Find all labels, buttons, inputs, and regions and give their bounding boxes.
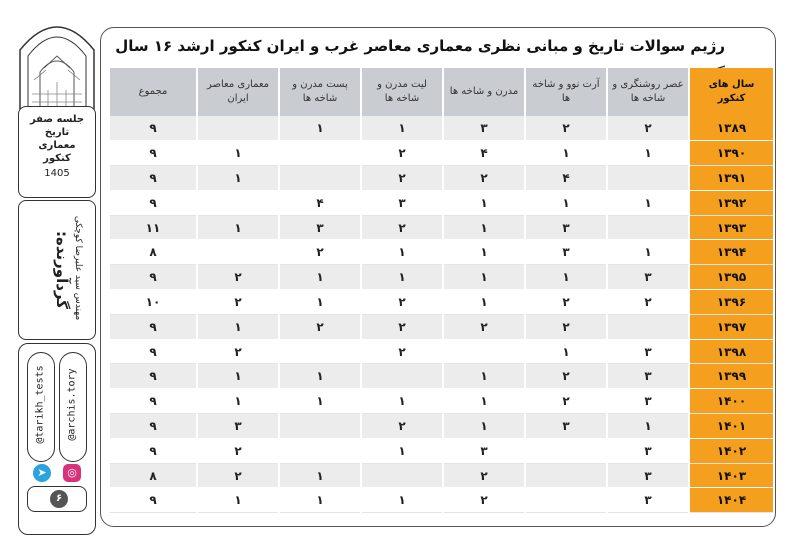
cell-total: ۹ <box>109 339 197 364</box>
cell-total: ۹ <box>109 389 197 414</box>
cell-total: ۹ <box>109 414 197 439</box>
cell-total: ۹ <box>109 488 197 513</box>
cell-modern: ۱ <box>443 290 525 315</box>
cell-modern: ۳ <box>443 438 525 463</box>
cell-total: ۹ <box>109 364 197 389</box>
cell-iran-contemporary: ۱ <box>197 488 279 513</box>
telegram-handle-pill[interactable] <box>27 352 55 462</box>
cell-modern: ۱ <box>443 265 525 290</box>
cell-late-modern: ۲ <box>361 339 443 364</box>
cell-late-modern: ۱ <box>361 438 443 463</box>
cell-late-modern <box>361 364 443 389</box>
cell-art-nouveau: ۱ <box>525 190 607 215</box>
cell-iran-contemporary <box>197 190 279 215</box>
table-row <box>109 438 773 463</box>
cell-post-modern <box>279 166 361 191</box>
instagram-handle[interactable]: @archis.tory <box>66 368 78 441</box>
table-row <box>109 240 773 265</box>
cell-enlightenment: ۱ <box>607 414 689 439</box>
cell-late-modern <box>361 463 443 488</box>
cell-iran-contemporary: ۳ <box>197 414 279 439</box>
cell-post-modern: ۲ <box>279 314 361 339</box>
cell-post-modern <box>279 339 361 364</box>
cell-post-modern <box>279 438 361 463</box>
cell-art-nouveau: ۲ <box>525 116 607 141</box>
cell-iran-contemporary: ۱ <box>197 364 279 389</box>
cell-post-modern: ۱ <box>279 290 361 315</box>
cell-enlightenment: ۳ <box>607 339 689 364</box>
cell-art-nouveau: ۱ <box>525 141 607 166</box>
cell-year: ۱۳۹۶ <box>689 290 773 315</box>
session-line: تاریخ <box>44 127 70 138</box>
cell-late-modern: ۱ <box>361 389 443 414</box>
cell-late-modern: ۱ <box>361 265 443 290</box>
page-title: رژیم سوالات تاریخ و مبانی نظری معماری معاصر غرب و ایران کنکور ارشد ۱۶ سال <box>115 37 725 55</box>
table-row <box>109 141 773 166</box>
cell-enlightenment: ۳ <box>607 438 689 463</box>
cell-year: ۱۳۹۳ <box>689 215 773 240</box>
cell-enlightenment: ۱ <box>607 240 689 265</box>
cell-late-modern: ۲ <box>361 414 443 439</box>
cell-art-nouveau <box>525 463 607 488</box>
table-row <box>109 463 773 488</box>
cell-total: ۹ <box>109 141 197 166</box>
cell-year: ۱۳۹۱ <box>689 166 773 191</box>
table-row <box>109 364 773 389</box>
header-enlightenment: عصر روشنگری و شاخه ها <box>607 68 689 116</box>
cell-year: ۱۳۸۹ <box>689 116 773 141</box>
cell-late-modern: ۲ <box>361 166 443 191</box>
cell-post-modern: ۲ <box>279 240 361 265</box>
cell-art-nouveau <box>525 438 607 463</box>
cell-art-nouveau: ۲ <box>525 364 607 389</box>
instagram-handle-pill[interactable] <box>59 352 87 462</box>
cell-art-nouveau: ۱ <box>525 265 607 290</box>
cell-iran-contemporary: ۲ <box>197 438 279 463</box>
cell-year: ۱۳۹۰ <box>689 141 773 166</box>
cell-late-modern: ۲ <box>361 141 443 166</box>
cell-art-nouveau: ۳ <box>525 215 607 240</box>
cell-enlightenment: ۳ <box>607 463 689 488</box>
cell-iran-contemporary: ۱ <box>197 215 279 240</box>
cell-modern: ۳ <box>443 116 525 141</box>
cell-total: ۹ <box>109 438 197 463</box>
cell-enlightenment: ۳ <box>607 265 689 290</box>
cell-enlightenment <box>607 166 689 191</box>
cell-late-modern: ۲ <box>361 314 443 339</box>
session-line: جلسه صفر <box>29 114 85 125</box>
telegram-handle[interactable]: @tarikh_tests <box>34 365 46 444</box>
cell-total: ۱۰ <box>109 290 197 315</box>
header-modern: مدرن و شاخه ها <box>443 68 525 116</box>
sidebar <box>18 10 96 535</box>
table-row <box>109 116 773 141</box>
table-row <box>109 339 773 364</box>
cell-modern: ۲ <box>443 314 525 339</box>
cell-enlightenment: ۱ <box>607 141 689 166</box>
cell-art-nouveau: ۱ <box>525 339 607 364</box>
cell-enlightenment: ۲ <box>607 116 689 141</box>
cell-art-nouveau: ۲ <box>525 389 607 414</box>
cell-enlightenment: ۳ <box>607 389 689 414</box>
cell-enlightenment <box>607 314 689 339</box>
cell-post-modern: ۱ <box>279 116 361 141</box>
cell-year: ۱۴۰۱ <box>689 414 773 439</box>
cell-art-nouveau: ۳ <box>525 240 607 265</box>
cell-total: ۹ <box>109 265 197 290</box>
table-row <box>109 215 773 240</box>
cell-iran-contemporary <box>197 116 279 141</box>
cell-post-modern: ۱ <box>279 463 361 488</box>
cell-iran-contemporary: ۱ <box>197 141 279 166</box>
compiler-name: مهندس سید علیرضا کوچکی <box>73 215 83 321</box>
compiler-label: گردآورنده: <box>53 230 71 309</box>
cell-late-modern: ۳ <box>361 190 443 215</box>
cell-post-modern <box>279 414 361 439</box>
cell-post-modern: ۱ <box>279 389 361 414</box>
cell-post-modern: ۱ <box>279 265 361 290</box>
cell-total: ۹ <box>109 314 197 339</box>
cell-year: ۱۳۹۴ <box>689 240 773 265</box>
cell-year: ۱۳۹۵ <box>689 265 773 290</box>
exam-question-table <box>108 68 773 513</box>
cell-modern: ۱ <box>443 414 525 439</box>
table-row <box>109 414 773 439</box>
cell-iran-contemporary: ۱ <box>197 166 279 191</box>
cell-modern: ۱ <box>443 364 525 389</box>
cell-modern: ۲ <box>443 463 525 488</box>
dome-ornament-icon <box>18 10 96 114</box>
cell-iran-contemporary: ۲ <box>197 339 279 364</box>
cell-late-modern: ۱ <box>361 488 443 513</box>
cell-post-modern: ۱ <box>279 364 361 389</box>
cell-iran-contemporary: ۱ <box>197 389 279 414</box>
session-line: کنکور <box>43 153 71 164</box>
cell-year: ۱۳۹۹ <box>689 364 773 389</box>
cell-modern: ۲ <box>443 488 525 513</box>
table-header-row <box>109 68 773 116</box>
session-line: معماری <box>38 140 76 151</box>
cell-modern: ۱ <box>443 190 525 215</box>
cell-post-modern: ۱ <box>279 488 361 513</box>
social-box <box>18 343 96 535</box>
cell-iran-contemporary <box>197 240 279 265</box>
cell-modern: ۴ <box>443 141 525 166</box>
page-number: ۶ <box>50 490 68 508</box>
cell-post-modern: ۴ <box>279 190 361 215</box>
table-row <box>109 190 773 215</box>
cell-late-modern: ۱ <box>361 240 443 265</box>
cell-art-nouveau: ۴ <box>525 166 607 191</box>
cell-year: ۱۴۰۲ <box>689 438 773 463</box>
page-number-box <box>27 486 87 512</box>
cell-modern: ۱ <box>443 240 525 265</box>
compiler-box <box>18 200 96 340</box>
cell-year: ۱۳۹۸ <box>689 339 773 364</box>
cell-total: ۹ <box>109 190 197 215</box>
header-post-modern: پست مدرن و شاخه ها <box>279 68 361 116</box>
cell-art-nouveau: ۳ <box>525 414 607 439</box>
cell-modern: ۲ <box>443 166 525 191</box>
cell-year: ۱۴۰۰ <box>689 389 773 414</box>
cell-total: ۹ <box>109 116 197 141</box>
table-row <box>109 166 773 191</box>
telegram-icon[interactable]: ➤ <box>33 464 51 482</box>
instagram-icon[interactable]: ◎ <box>63 464 81 482</box>
cell-late-modern: ۲ <box>361 215 443 240</box>
header-total: مجموع <box>109 68 197 116</box>
cell-year: ۱۴۰۳ <box>689 463 773 488</box>
cell-year: ۱۳۹۲ <box>689 190 773 215</box>
cell-iran-contemporary: ۲ <box>197 290 279 315</box>
cell-late-modern: ۲ <box>361 290 443 315</box>
table-row <box>109 488 773 513</box>
cell-enlightenment: ۳ <box>607 488 689 513</box>
cell-year: ۱۳۹۷ <box>689 314 773 339</box>
header-late-modern: لیت مدرن و شاخه ها <box>361 68 443 116</box>
cell-enlightenment <box>607 215 689 240</box>
cell-art-nouveau <box>525 488 607 513</box>
cell-modern <box>443 339 525 364</box>
cell-modern: ۱ <box>443 389 525 414</box>
cell-enlightenment: ۱ <box>607 190 689 215</box>
cell-post-modern: ۳ <box>279 215 361 240</box>
session-info-box <box>18 106 96 198</box>
cell-iran-contemporary: ۲ <box>197 463 279 488</box>
cell-iran-contemporary: ۲ <box>197 265 279 290</box>
cell-total: ۱۱ <box>109 215 197 240</box>
cell-late-modern: ۱ <box>361 116 443 141</box>
cell-modern: ۱ <box>443 215 525 240</box>
cell-total: ۸ <box>109 240 197 265</box>
session-code: 1405 <box>44 168 70 179</box>
table-row <box>109 290 773 315</box>
header-iran-contemporary: معماری معاصر ایران <box>197 68 279 116</box>
table-row <box>109 265 773 290</box>
cell-enlightenment: ۳ <box>607 364 689 389</box>
cell-total: ۸ <box>109 463 197 488</box>
cell-enlightenment: ۲ <box>607 290 689 315</box>
cell-art-nouveau: ۲ <box>525 290 607 315</box>
table-row <box>109 389 773 414</box>
cell-art-nouveau: ۲ <box>525 314 607 339</box>
header-art-nouveau: آرت نوو و شاخه ها <box>525 68 607 116</box>
cell-year: ۱۴۰۴ <box>689 488 773 513</box>
cell-total: ۹ <box>109 166 197 191</box>
table-row <box>109 314 773 339</box>
cell-iran-contemporary: ۱ <box>197 314 279 339</box>
cell-post-modern <box>279 141 361 166</box>
header-year: سال های کنکور <box>689 68 773 116</box>
